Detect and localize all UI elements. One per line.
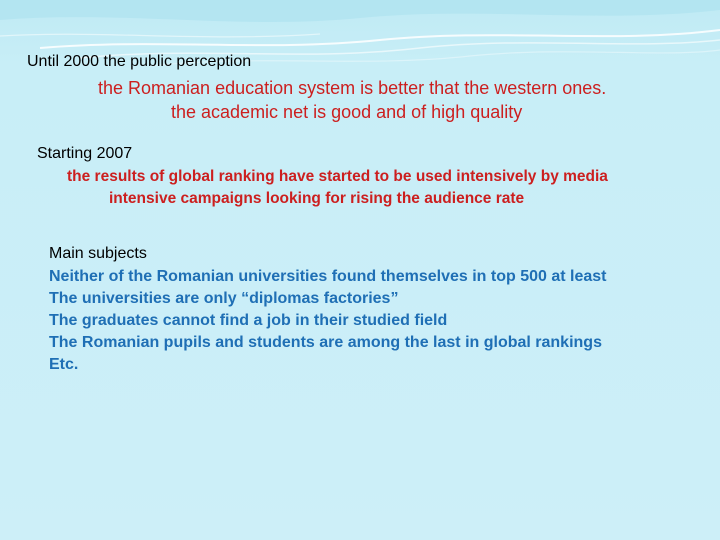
subject-item: Etc. bbox=[49, 356, 79, 373]
subject-item: Neither of the Romanian universities found themselves in top 500 at least bbox=[49, 268, 607, 285]
subject-item: The Romanian pupils and students are among the last in global rankings bbox=[49, 334, 602, 351]
subject-list bbox=[49, 266, 606, 376]
perception-line-1: the Romanian education system is better that the western ones. bbox=[98, 78, 607, 98]
intro-text: Until 2000 the public perception bbox=[27, 53, 252, 70]
subject-item: The universities are only “diplomas factories” bbox=[49, 290, 399, 307]
results-line-1: the results of global ranking have started to be used intensively by media bbox=[67, 168, 608, 185]
subjects-title: Main subjects bbox=[49, 245, 147, 262]
results-text bbox=[67, 166, 608, 210]
results-line-2: intensive campaigns looking for rising the audience rate bbox=[109, 190, 525, 207]
subject-item: The graduates cannot find a job in their studied field bbox=[49, 312, 448, 329]
starting-text: Starting 2007 bbox=[37, 145, 133, 162]
perception-text bbox=[98, 76, 606, 124]
perception-line-2: the academic net is good and of high quality bbox=[171, 102, 523, 122]
